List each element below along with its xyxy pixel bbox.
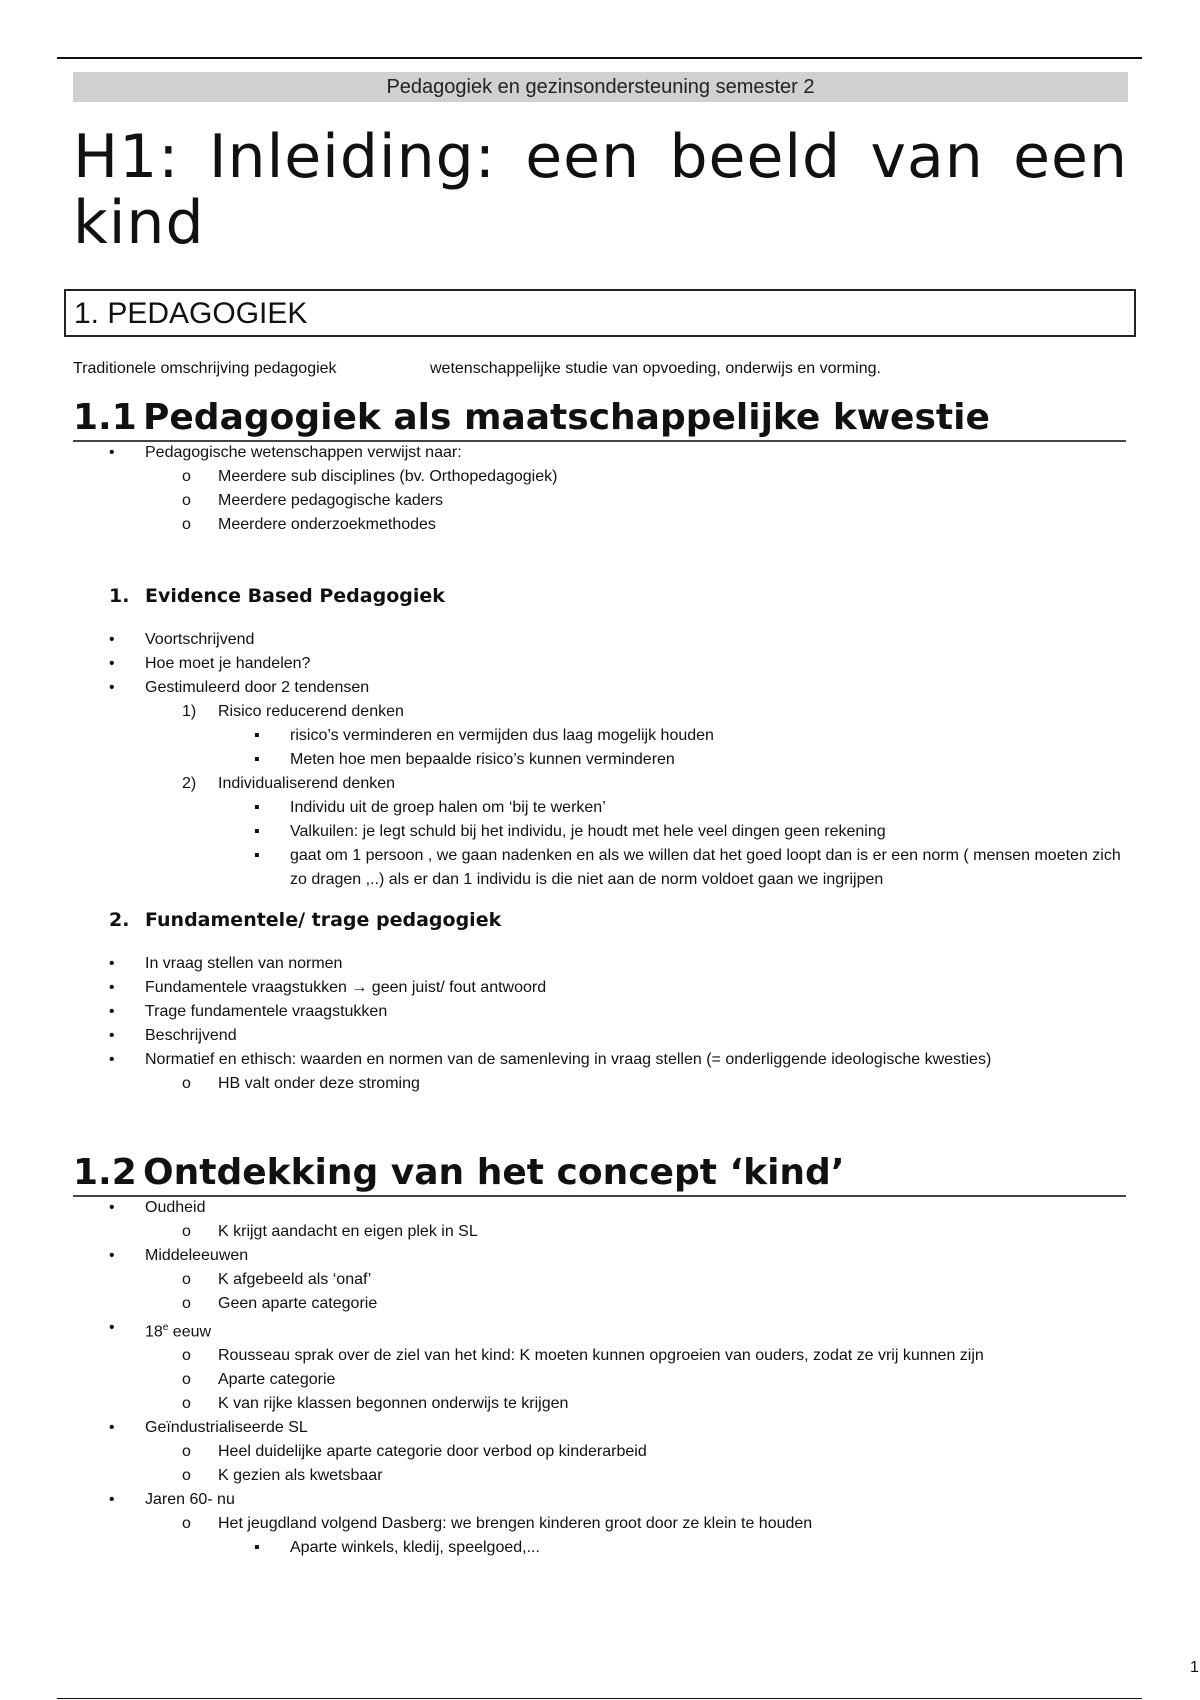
list-evidence-based bbox=[73, 628, 1133, 892]
list-item: o Het jeugdland volgend Dasberg: we brengen kinderen groot door ze klein te houden bbox=[182, 1515, 813, 1533]
list-item: ▪ Meten hoe men bepaalde risico’s kunnen verminderen bbox=[254, 751, 675, 768]
list-item: • Fundamentele vraagstukken → geen juist/ fout antwoord bbox=[109, 979, 547, 996]
list-item: • Middeleeuwen bbox=[109, 1247, 249, 1264]
heading-number: 1.1 bbox=[73, 397, 137, 438]
list-item: o Geen aparte categorie bbox=[182, 1295, 378, 1312]
list-item: • Normatief en ethisch: waarden en normen van de samenleving in vraag stellen (= onderliggende ideologische kwesties) bbox=[109, 1051, 992, 1068]
list-item: • Voortschrijvend bbox=[109, 631, 255, 648]
circle-marker: o bbox=[182, 516, 191, 533]
list-item: • Beschrijvend bbox=[109, 1027, 237, 1044]
list-item: o Heel duidelijke aparte categorie door verbod op kinderarbeid bbox=[182, 1443, 647, 1461]
running-header: Pedagogiek en gezinsondersteuning semester 2 bbox=[73, 72, 1128, 102]
list-concept-kind bbox=[73, 1196, 1133, 1560]
bullet-marker: • bbox=[109, 444, 115, 461]
list-item: o K afgebeeld als ‘onaf’ bbox=[182, 1271, 372, 1288]
list-item: o K krijgt aandacht en eigen plek in SL bbox=[182, 1223, 478, 1240]
subheading-evidence-based: 1. Evidence Based Pedagogiek bbox=[109, 585, 445, 607]
subheading-fundamentele: 2. Fundamentele/ trage pedagogiek bbox=[109, 909, 502, 931]
list-item: • Jaren 60- nu bbox=[109, 1491, 235, 1509]
list-item: o K van rijke klassen begonnen onderwijs te krijgen bbox=[182, 1395, 569, 1413]
list-item: o Rousseau sprak over de ziel van het kind: K moeten kunnen opgroeien van ouders, zodat ze vrij kunnen zijn bbox=[182, 1347, 984, 1365]
circle-marker: o bbox=[182, 468, 191, 485]
circle-marker: o bbox=[182, 492, 191, 509]
chapter-title: H1: Inleiding: een beeld van een kind bbox=[73, 122, 1128, 258]
heading-number: 1.2 bbox=[73, 1152, 137, 1193]
heading-text: Ontdekking van het concept ‘kind’ bbox=[143, 1152, 845, 1193]
heading-1-1 bbox=[73, 398, 1126, 442]
list-pedagogische-wetenschappen bbox=[73, 441, 1133, 537]
list-item: 2) Individualiserend denken bbox=[182, 775, 396, 792]
page-number: 1 bbox=[1190, 1659, 1199, 1676]
list-item: o Aparte categorie bbox=[182, 1371, 336, 1389]
list-item: o K gezien als kwetsbaar bbox=[182, 1467, 383, 1485]
list-item: 1) Risico reducerend denken bbox=[182, 703, 404, 720]
list-item: ▪ Valkuilen: je legt schuld bij het individu, je houdt met hele veel dingen geen rekening bbox=[254, 823, 886, 840]
list-item: • Pedagogische wetenschappen verwijst naar: bbox=[73, 441, 1133, 465]
heading-text: Pedagogiek als maatschappelijke kwestie bbox=[143, 397, 990, 438]
definition-term: Traditionele omschrijving pedagogiek bbox=[73, 360, 337, 377]
section-heading-pedagogiek: 1. PEDAGOGIEK bbox=[64, 289, 1136, 337]
definition-text: wetenschappelijke studie van opvoeding, onderwijs en vorming. bbox=[430, 360, 881, 377]
list-item: • Oudheid bbox=[109, 1199, 206, 1216]
list-item: ▪ risico’s verminderen en vermijden dus laag mogelijk houden bbox=[254, 727, 714, 744]
list-item: ▪ gaat om 1 persoon , we gaan nadenken en als we willen dat het goed loopt dan is er een norm ( mensen moeten zich zo dragen ,..) als er dan 1 individu is die niet aan de norm voldoet gaan we ingrijpen bbox=[254, 847, 1121, 888]
list-item: o Meerdere sub disciplines (bv. Orthopedagogiek) bbox=[73, 465, 1133, 489]
list-item: • 18e eeuw bbox=[109, 1319, 212, 1341]
heading-1-2 bbox=[73, 1153, 1126, 1197]
list-item: ▪ Individu uit de groep halen om ‘bij te werken’ bbox=[254, 799, 606, 816]
document-page bbox=[73, 72, 1199, 1676]
list-item: o Meerdere onderzoekmethodes bbox=[73, 513, 1133, 537]
list-item: • Gestimuleerd door 2 tendensen bbox=[109, 679, 370, 696]
list-item: ▪ Aparte winkels, kledij, speelgoed,... bbox=[254, 1539, 540, 1557]
list-item: • Hoe moet je handelen? bbox=[109, 655, 311, 672]
top-border-line bbox=[57, 57, 1142, 59]
list-item: o Meerdere pedagogische kaders bbox=[73, 489, 1133, 513]
list-item: • Geïndustrialiseerde SL bbox=[109, 1419, 308, 1437]
list-item: • Trage fundamentele vraagstukken bbox=[109, 1003, 388, 1020]
list-item: o HB valt onder deze stroming bbox=[182, 1075, 420, 1092]
bottom-border-line bbox=[57, 1698, 1142, 1699]
list-item: • In vraag stellen van normen bbox=[109, 955, 343, 972]
list-fundamentele bbox=[73, 952, 1133, 1096]
